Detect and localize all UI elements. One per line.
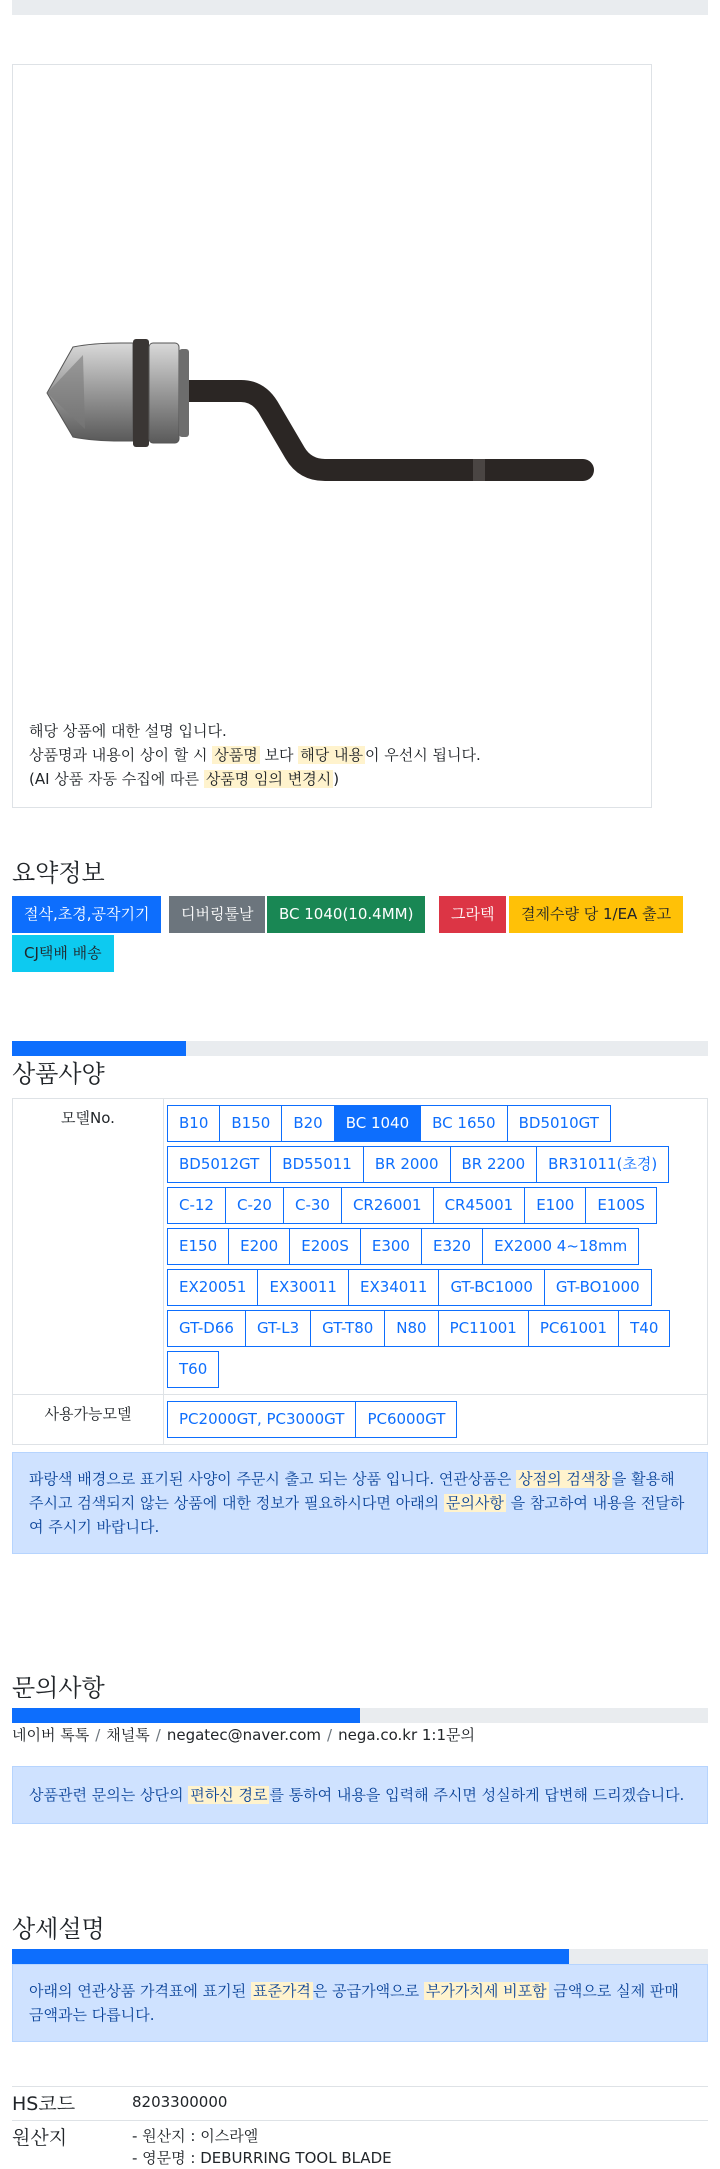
model-option[interactable]: BD55011 <box>270 1146 364 1183</box>
model-option[interactable]: EX2000 4~18mm <box>482 1228 639 1265</box>
compat-options <box>164 1395 708 1445</box>
hs-code-label: HS코드 <box>12 2093 76 2115</box>
notice-text: 을 활용해 주시고 검색되지 않는 상품에 대한 정보가 필요하시다면 아래의 <box>29 1470 675 1512</box>
model-option[interactable]: EX20051 <box>167 1269 258 1306</box>
summary-title: 요약정보 <box>12 859 105 887</box>
model-option[interactable]: T40 <box>618 1310 670 1347</box>
model-option[interactable]: EX30011 <box>257 1269 348 1306</box>
note-line-3 <box>29 767 481 791</box>
model-option[interactable]: E150 <box>167 1228 229 1265</box>
note-line-2 <box>29 743 481 767</box>
product-image-card <box>12 64 652 808</box>
top-progress-bar <box>12 0 708 15</box>
origin-label: 원산지 <box>12 2127 68 2149</box>
note-text: (AI 상품 자동 수집에 따른 <box>29 770 200 788</box>
model-option[interactable]: B150 <box>219 1105 282 1142</box>
note-text: 상품명과 내용이 상이 할 시 <box>29 746 208 764</box>
model-option[interactable]: BD5012GT <box>167 1146 271 1183</box>
channel-email[interactable]: negatec@naver.com <box>166 1726 322 1744</box>
model-option[interactable]: CR45001 <box>433 1187 526 1224</box>
model-option[interactable]: N80 <box>384 1310 438 1347</box>
hs-code-row <box>12 2086 708 2120</box>
origin-country: - 원산지 : 이스라엘 <box>132 2127 259 2145</box>
model-options <box>164 1099 708 1395</box>
compat-option[interactable]: PC6000GT <box>355 1401 457 1438</box>
note-text: 이 우선시 됩니다. <box>365 746 481 764</box>
channel-talk[interactable]: 채널톡 <box>106 1726 150 1744</box>
model-option[interactable]: BC 1650 <box>420 1105 507 1142</box>
model-option-selected[interactable]: BC 1040 <box>334 1105 421 1142</box>
model-option[interactable]: E320 <box>421 1228 483 1265</box>
model-option[interactable]: EX34011 <box>348 1269 439 1306</box>
model-option[interactable]: B20 <box>281 1105 334 1142</box>
badge-quantity: 결제수량 당 1/EA 출고 <box>509 896 683 933</box>
spec-row-model <box>13 1099 708 1395</box>
inquiry-title: 문의사항 <box>12 1674 105 1702</box>
spec-row-compat <box>13 1395 708 1445</box>
origin-values <box>132 2125 392 2169</box>
highlight-path: 편하신 경로 <box>190 1786 268 1804</box>
model-option[interactable]: C-20 <box>225 1187 284 1224</box>
note-line-1: 해당 상품에 대한 설명 입니다. <box>29 722 227 740</box>
price-notice <box>12 1964 708 2042</box>
model-option[interactable]: GT-BO1000 <box>544 1269 652 1306</box>
origin-row <box>12 2120 708 2169</box>
model-option[interactable]: GT-D66 <box>167 1310 246 1347</box>
notice-text: 를 통하여 내용을 입력해 주시면 성실하게 답변해 드리겠습니다. <box>269 1786 685 1804</box>
highlight-vat-excluded: 부가가치세 비포함 <box>425 1982 547 2000</box>
notice-text: 상품관련 문의는 상단의 <box>29 1786 184 1804</box>
highlight-content: 해당 내용 <box>300 746 364 764</box>
model-option[interactable]: BD5010GT <box>507 1105 611 1142</box>
model-option[interactable]: E100 <box>524 1187 586 1224</box>
model-option[interactable]: GT-BC1000 <box>438 1269 544 1306</box>
model-option[interactable]: E200 <box>228 1228 290 1265</box>
compat-label: 사용가능모델 <box>13 1395 164 1445</box>
notice-text: 금액으로 실제 판매금액과는 다릅니다. <box>29 1982 679 2024</box>
notice-text: 아래의 연관상품 가격표에 표기된 <box>29 1982 247 2000</box>
badge-shipping: CJ택배 배송 <box>12 935 114 972</box>
model-option[interactable]: CR26001 <box>341 1187 434 1224</box>
spec-table <box>12 1098 708 1445</box>
note-text: ) <box>333 770 340 788</box>
badge-model: BC 1040(10.4MM) <box>267 896 425 933</box>
deburring-blade-image <box>13 215 653 735</box>
model-option[interactable]: BR 2200 <box>450 1146 538 1183</box>
detail-progress-bar <box>12 1949 708 1964</box>
inquiry-notice <box>12 1766 708 1824</box>
spec-title: 상품사양 <box>12 1060 105 1088</box>
model-option[interactable]: BR 2000 <box>363 1146 451 1183</box>
highlight-product-name: 상품명 <box>214 746 258 764</box>
detail-title: 상세설명 <box>12 1915 105 1943</box>
origin-english-name: - 영문명 : DEBURRING TOOL BLADE <box>132 2149 392 2167</box>
compat-option[interactable]: PC2000GT, PC3000GT <box>167 1401 356 1438</box>
model-option[interactable]: E300 <box>360 1228 422 1265</box>
notice-text: 을 참고하여 내용을 전달하여 주시기 바랍니다. <box>29 1494 685 1536</box>
spec-notice <box>12 1452 708 1554</box>
inquiry-channels: 네이버 톡톡 / 채널톡 / negatec@naver.com / nega.co.kr 1:1문의 <box>12 1726 475 1744</box>
highlight-name-change: 상품명 임의 변경시 <box>205 770 332 788</box>
model-option[interactable]: E200S <box>289 1228 361 1265</box>
notice-text: 은 공급가액으로 <box>312 1982 420 2000</box>
model-option[interactable]: PC11001 <box>438 1310 529 1347</box>
highlight-inquiry: 문의사항 <box>445 1494 504 1512</box>
model-option[interactable]: PC61001 <box>528 1310 619 1347</box>
model-option[interactable]: C-12 <box>167 1187 226 1224</box>
model-label: 모델No. <box>13 1099 164 1395</box>
model-option[interactable]: GT-L3 <box>245 1310 311 1347</box>
channel-website[interactable]: nega.co.kr 1:1문의 <box>338 1726 475 1744</box>
spec-progress-bar <box>12 1041 708 1056</box>
model-option[interactable]: BR31011(초경) <box>536 1146 669 1183</box>
model-option[interactable]: E100S <box>585 1187 657 1224</box>
product-description-note <box>29 719 481 791</box>
model-option[interactable]: B10 <box>167 1105 220 1142</box>
model-option[interactable]: T60 <box>167 1351 219 1388</box>
hs-code-value: 8203300000 <box>132 2093 228 2111</box>
highlight-search: 상점의 검색창 <box>518 1470 610 1488</box>
notice-text: 파랑색 배경으로 표기된 사양이 주문시 출고 되는 상품 입니다. 연관상품은 <box>29 1470 512 1488</box>
badge-type: 디버링툴날 <box>169 896 265 933</box>
channel-naver-talk[interactable]: 네이버 톡톡 <box>12 1726 90 1744</box>
badge-category: 절삭,초경,공작기기 <box>12 896 161 933</box>
badge-brand: 그라텍 <box>439 896 506 933</box>
note-text: 보다 <box>264 746 294 764</box>
inquiry-progress-bar <box>12 1708 708 1723</box>
highlight-standard-price: 표준가격 <box>252 1982 311 2000</box>
model-option[interactable]: C-30 <box>283 1187 342 1224</box>
model-option[interactable]: GT-T80 <box>310 1310 385 1347</box>
